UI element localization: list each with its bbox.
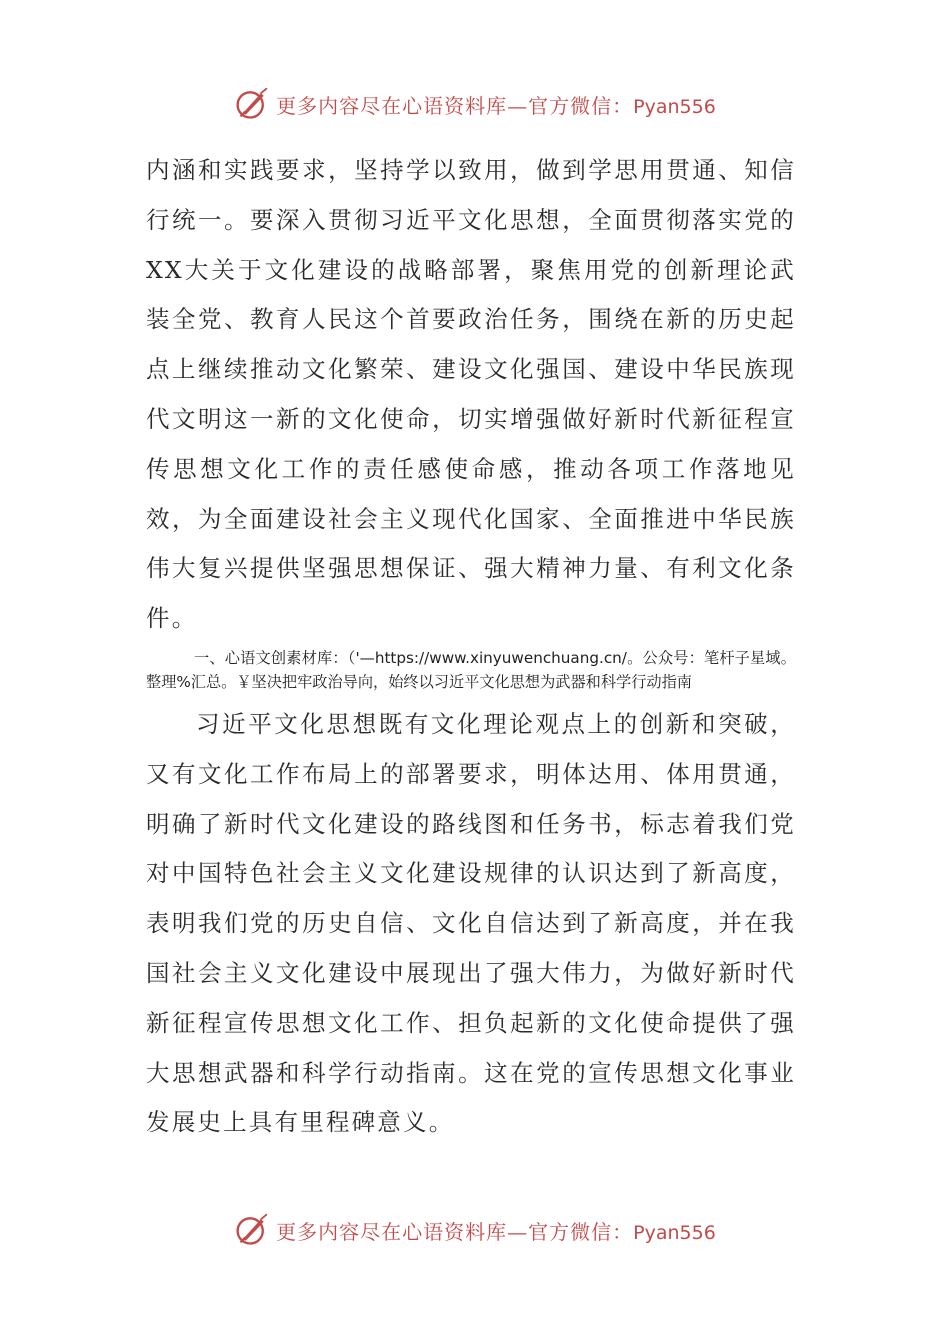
banner-text-cn: 更多内容尽在心语资料库—官方微信： [276,1219,634,1244]
section-heading-1: 一、心语文创素材库：（'—https://www.xinyuwenchuang.cn/。公众号：笔杆子星域。整理%汇总。￥坚决把牢政治导向，始终以习近平文化思想为武器和科学行动指南 [146,648,796,691]
footer-banner [0,1210,950,1250]
quill-pen-circle-icon [234,86,270,122]
paragraph-2: 习近平文化思想既有文化理论观点上的创新和突破，又有文化工作布局上的部署要求，明体达用、体用贯通，明确了新时代文化建设的路线图和任务书，标志着我们党对中国特色社会主义文化建设规律的认识达到了新高度，表明我们党的历史自信、文化自信达到了新高度，并在我国社会主义文化建设中展现出了强大伟力，为做好新时代新征程宣传思想文化工作、担负起新的文化使命提供了强大思想武器和科学行动指南。这在党的宣传思想文化事业发展史上具有里程碑意义。 [146,709,796,1137]
quill-pen-circle-icon [234,1212,270,1248]
banner-text [276,1216,716,1245]
paragraph-1: 内涵和实践要求，坚持学以致用，做到学思用贯通、知信行统一。要深入贯彻习近平文化思想，全面贯彻落实党的XX大关于文化建设的战略部署，聚焦用党的创新理论武装全党、教育人民这个首要政治任务，围绕在新的历史起点上继续推动文化繁荣、建设文化强国、建设中华民族现代文明这一新的文化使命，切实增强做好新时代新征程宣传思想文化工作的责任感使命感，推动各项工作落地见效，为全面建设社会主义现代化国家、全面推进中华民族伟大复兴提供坚强思想保证、强大精神力量、有利文化条件。 [146,156,796,633]
banner-wechat-id: Pyan556 [633,1221,716,1244]
header-banner [0,84,950,124]
banner-wechat-id: Pyan556 [633,95,716,118]
document-body [146,146,796,1148]
banner-text-cn: 更多内容尽在心语资料库—官方微信： [276,93,634,118]
banner-text [276,90,716,119]
